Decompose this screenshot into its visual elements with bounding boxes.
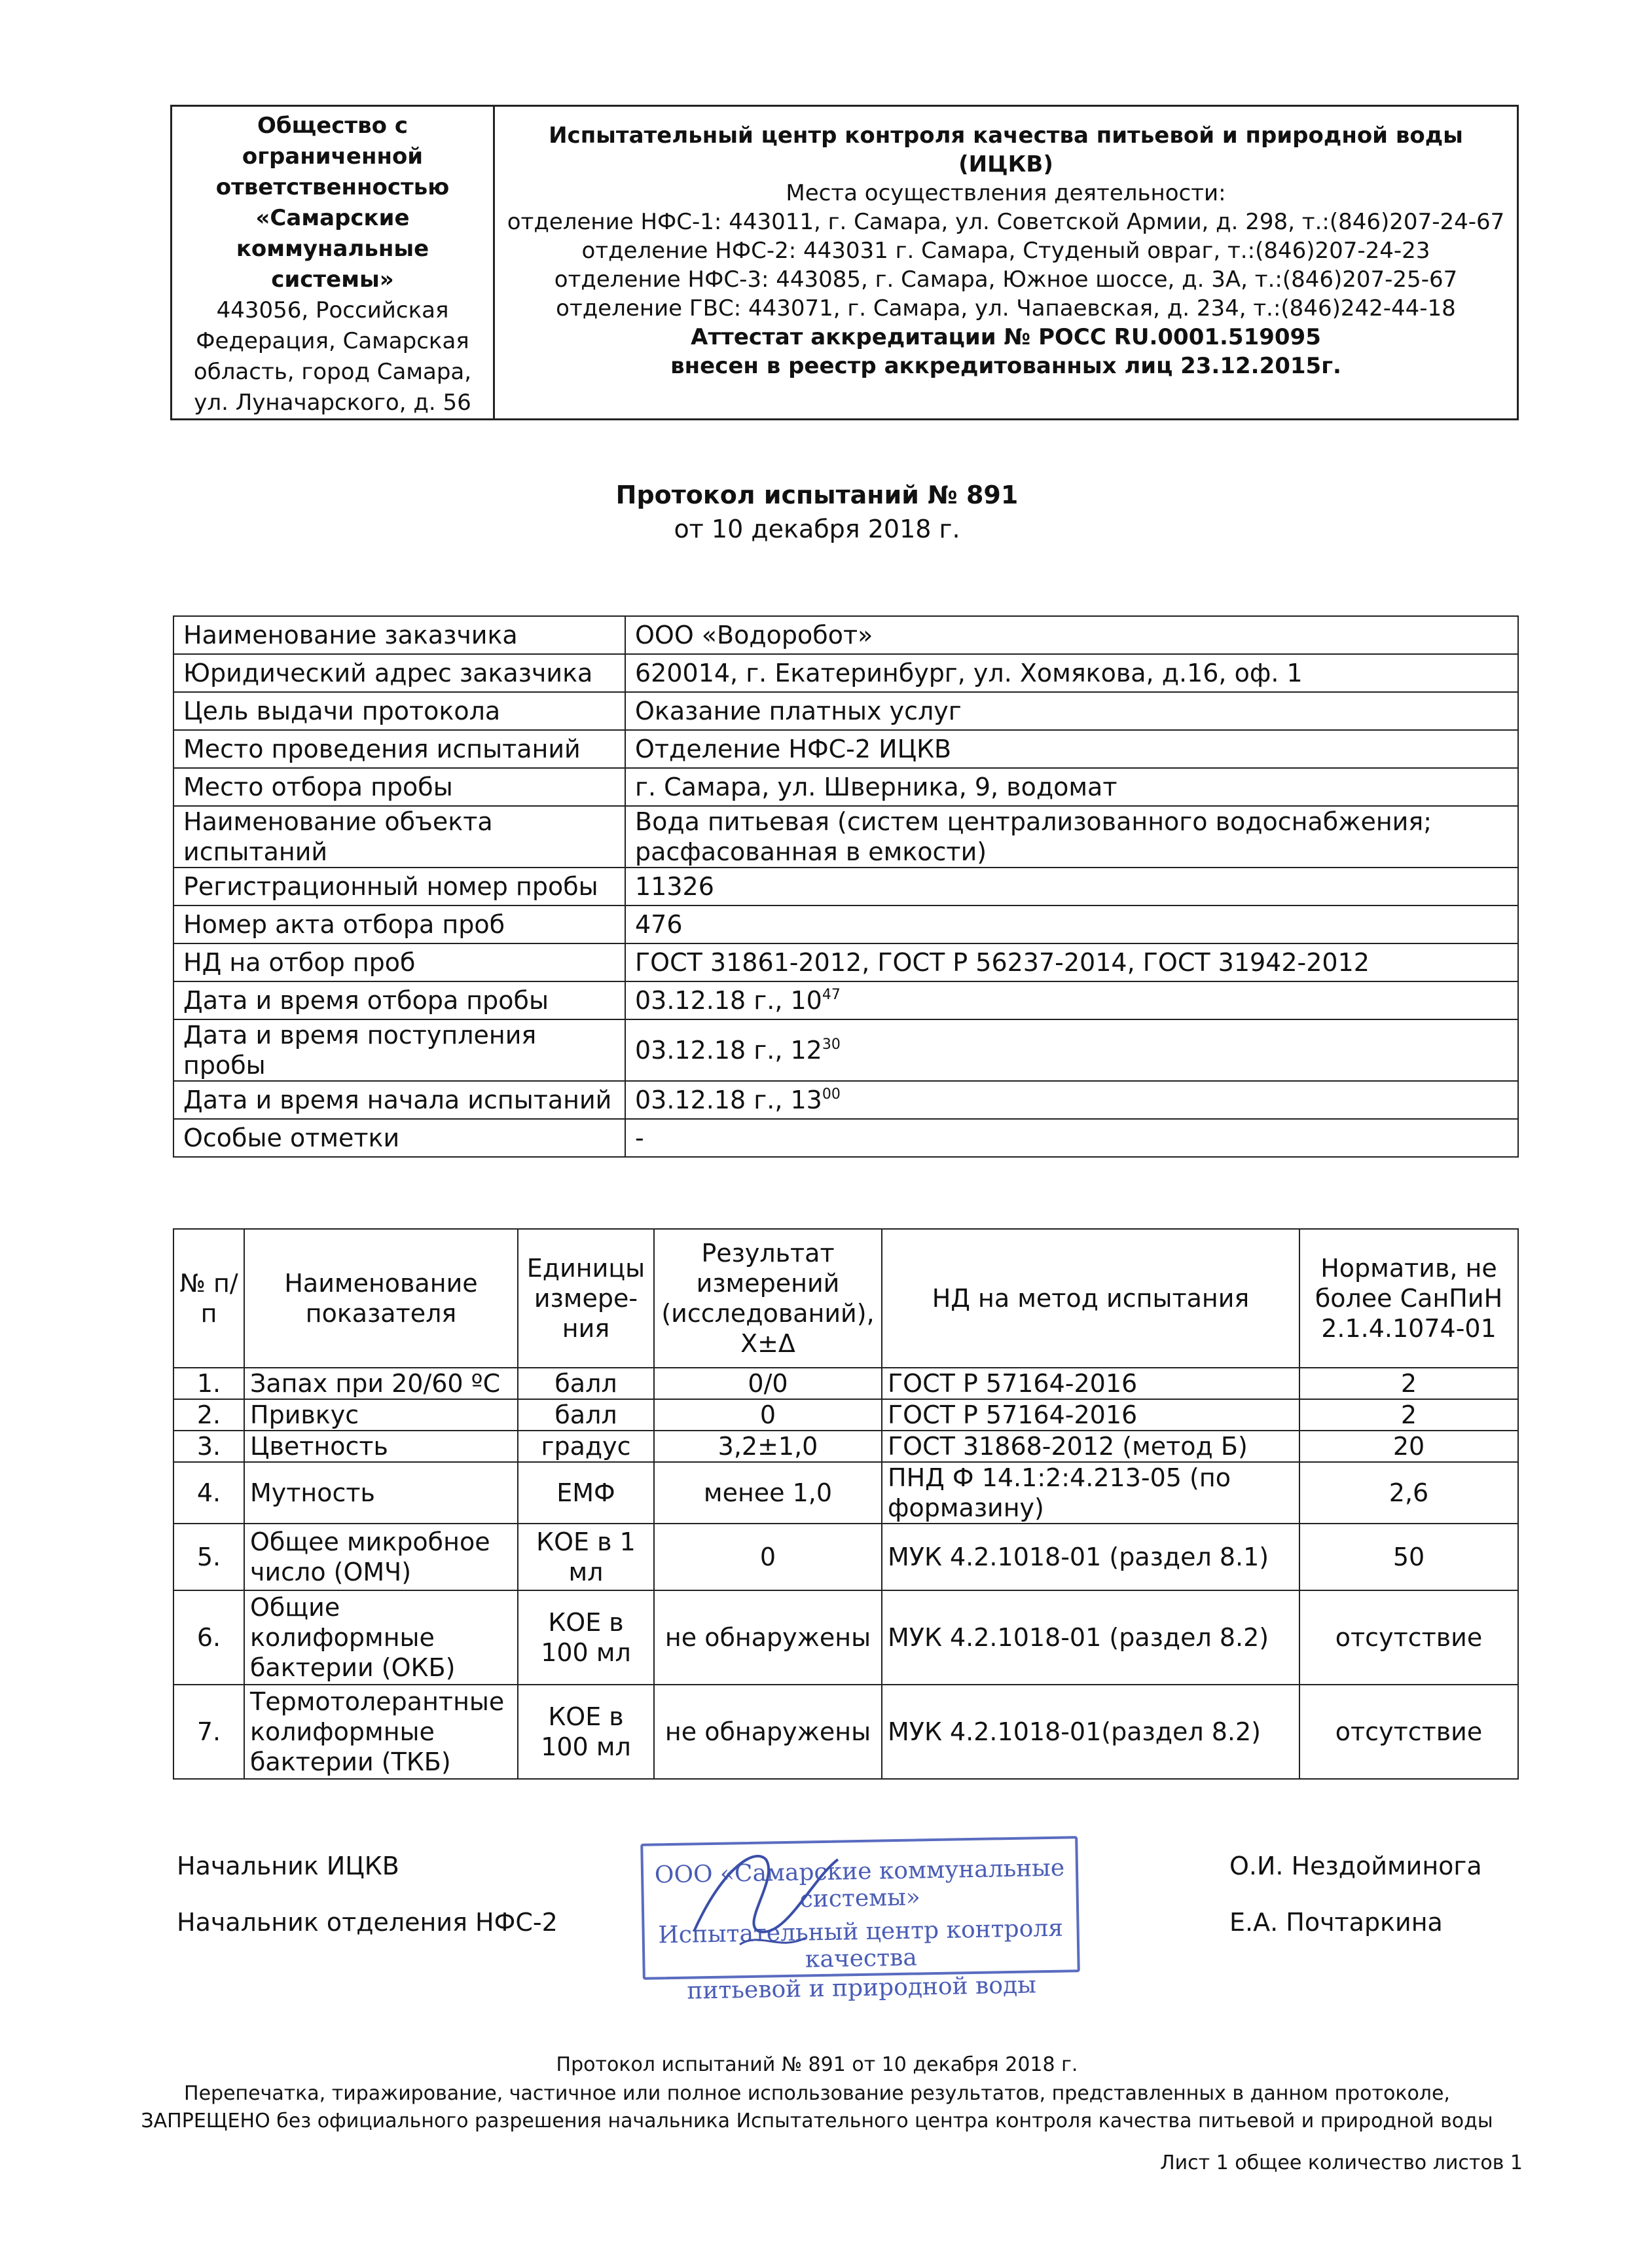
results-header-row [173,1229,1518,1368]
unit: КОЕ в 100 мл [518,1590,654,1685]
info-row [173,768,1518,806]
info-row [173,981,1518,1019]
info-value-text: Вода питьевая (систем централизованного водоснабжения; расфасованная в емкости) [635,807,1432,866]
result-value: не обнаружены [654,1590,882,1685]
protocol-title: Протокол испытаний № 891 [615,481,1019,509]
info-label: Цель выдачи протокола [173,692,625,730]
department-line: отделение ГВС: 443071, г. Самара, ул. Чапаевская, д. 234, т.:(846)242-44-18 [556,295,1456,321]
info-value [625,868,1518,905]
accreditation-line: Аттестат аккредитации № РОСС RU.0001.519095 [691,324,1321,350]
info-value-text: - [635,1124,644,1152]
stamp-line: питьевой и природной воды [687,1971,1037,2005]
info-value [625,1119,1518,1157]
col-header-norm: Норматив, не более СанПиН 2.1.4.1074-01 [1299,1229,1518,1368]
places-label: Места осуществления деятельности: [786,180,1226,206]
result-value: 0 [654,1399,882,1431]
sheet-count: Лист 1 общее количество листов 1 [1160,2151,1523,2174]
info-row [173,1081,1518,1119]
info-value-text: Отделение НФС-2 ИЦКВ [635,735,952,763]
dept-head-name: Е.А. Почтаркина [1229,1908,1443,1937]
stamp-line: Испытательный центр контроля качества [658,1914,1064,1973]
time-minutes: 47 [822,987,841,1003]
method-standard: ГОСТ 31868-2012 (метод Б) [882,1431,1299,1462]
row-number: 5. [173,1524,244,1590]
info-value-text: 03.12.18 г., 13 [635,1086,822,1114]
info-row [173,1119,1518,1157]
info-value [625,768,1518,806]
info-row [173,730,1518,768]
info-row [173,943,1518,981]
row-number: 6. [173,1590,244,1685]
department-line: отделение НФС-3: 443085, г. Самара, Южное шоссе, д. 3А, т.:(846)207-25-67 [554,266,1458,293]
unit: КОЕ в 100 мл [518,1685,654,1779]
result-value: 3,2±1,0 [654,1431,882,1462]
method-standard: ПНД Ф 14.1:2:4.213-05 (по формазину) [882,1462,1299,1524]
row-number: 7. [173,1685,244,1779]
norm-value: отсутствие [1299,1685,1518,1779]
organization-name: Общество с ограниченной ответственностью «Самарские коммунальные системы» [215,113,450,293]
row-number: 1. [173,1368,244,1399]
info-row [173,806,1518,868]
info-value [625,730,1518,768]
head-name: О.И. Нездойминога [1229,1852,1482,1880]
info-row [173,654,1518,692]
dept-head-title: Начальник отделения НФС-2 [177,1908,558,1937]
indicator-name: Мутность [244,1462,518,1524]
info-label: Юридический адрес заказчика [173,654,625,692]
info-value-text: ООО «Водоробот» [635,621,873,649]
info-value [625,981,1518,1019]
result-value: 0 [654,1524,882,1590]
indicator-name: Общие колиформные бактерии (ОКБ) [244,1590,518,1685]
indicator-name: Общее микробное число (ОМЧ) [244,1524,518,1590]
info-value-text: 620014, г. Екатеринбург, ул. Хомякова, д.16, оф. 1 [635,659,1303,687]
info-value-text: ГОСТ 31861-2012, ГОСТ Р 56237-2014, ГОСТ 31942-2012 [635,948,1370,977]
info-value [625,806,1518,868]
info-value-text: 11326 [635,872,714,901]
info-label: Особые отметки [173,1119,625,1157]
footer-protocol-ref: Протокол испытаний № 891 от 10 декабря 2018 г. [556,2053,1078,2076]
testing-center-title: Испытательный центр контроля качества питьевой и природной воды (ИЦКВ) [549,122,1463,177]
norm-value: отсутствие [1299,1590,1518,1685]
info-value [625,1081,1518,1119]
head-title: Начальник ИЦКВ [177,1852,399,1880]
info-value [625,616,1518,654]
organization-cell [172,106,494,420]
info-label: НД на отбор проб [173,943,625,981]
method-standard: МУК 4.2.1018-01 (раздел 8.2) [882,1590,1299,1685]
indicator-name: Привкус [244,1399,518,1431]
info-label: Наименование объекта испытаний [173,806,625,868]
info-row [173,905,1518,943]
row-number: 2. [173,1399,244,1431]
norm-value: 20 [1299,1431,1518,1462]
organization-address: 443056, Российская Федерация, Самарская область, город Самара, ул. Луначарского, д. 56 [193,297,472,416]
footer-notice-line: Перепечатка, тиражирование, частичное или полное использование результатов, представленных в данном протоколе, [184,2082,1450,2105]
info-row [173,868,1518,905]
results-table [173,1228,1519,1780]
norm-value: 50 [1299,1524,1518,1590]
department-line: отделение НФС-1: 443011, г. Самара, ул. Советской Армии, д. 298, т.:(846)207-24-67 [507,209,1505,235]
indicator-name: Запах при 20/60 ºС [244,1368,518,1399]
footer-notice-line: ЗАПРЕЩЕНО без официального разрешения начальника Испытательного центра контроля качества питьевой и природной воды [141,2110,1493,2132]
norm-value: 2 [1299,1399,1518,1431]
info-value [625,1019,1518,1081]
info-value-text: 476 [635,910,683,939]
info-label: Дата и время отбора пробы [173,981,625,1019]
info-label: Наименование заказчика [173,616,625,654]
col-header-method: НД на метод испытания [882,1229,1299,1368]
registry-line: внесен в реестр аккредитованных лиц 23.12.2015г. [670,353,1341,379]
info-value [625,943,1518,981]
header-table [170,105,1519,420]
info-value-text: 03.12.18 г., 12 [635,1036,822,1065]
result-row [173,1462,1518,1524]
row-number: 4. [173,1462,244,1524]
time-minutes: 00 [822,1086,841,1103]
info-row [173,616,1518,654]
result-row [173,1399,1518,1431]
method-standard: МУК 4.2.1018-01(раздел 8.2) [882,1685,1299,1779]
info-value-text: 03.12.18 г., 10 [635,986,822,1015]
unit: балл [518,1368,654,1399]
method-standard: ГОСТ Р 57164-2016 [882,1368,1299,1399]
info-value [625,692,1518,730]
info-value-text: г. Самара, ул. Шверника, 9, водомат [635,773,1117,801]
result-value: менее 1,0 [654,1462,882,1524]
time-minutes: 30 [822,1036,841,1053]
signature-scribble [681,1833,851,1964]
info-label: Дата и время начала испытаний [173,1081,625,1119]
method-standard: МУК 4.2.1018-01 (раздел 8.1) [882,1524,1299,1590]
col-header-result: Результат измерений (исследований), Х±Δ [654,1229,882,1368]
norm-value: 2,6 [1299,1462,1518,1524]
info-label: Регистрационный номер пробы [173,868,625,905]
info-label: Дата и время поступления пробы [173,1019,625,1081]
col-header-number: № п/п [173,1229,244,1368]
col-header-indicator: Наименование показателя [244,1229,518,1368]
norm-value: 2 [1299,1368,1518,1399]
unit: ЕМФ [518,1462,654,1524]
protocol-date: от 10 декабря 2018 г. [674,515,960,543]
info-row [173,692,1518,730]
result-row [173,1590,1518,1685]
unit: градус [518,1431,654,1462]
info-label: Место проведения испытаний [173,730,625,768]
indicator-name: Цветность [244,1431,518,1462]
info-value-text: Оказание платных услуг [635,697,962,725]
result-row [173,1431,1518,1462]
result-row [173,1524,1518,1590]
method-standard: ГОСТ Р 57164-2016 [882,1399,1299,1431]
result-value: не обнаружены [654,1685,882,1779]
result-row [173,1685,1518,1779]
sample-info-table [173,615,1519,1158]
result-value: 0/0 [654,1368,882,1399]
result-row [173,1368,1518,1399]
stamp-line: ООО «Самарские коммунальные системы» [654,1854,1065,1913]
testing-center-cell [494,106,1518,420]
info-value [625,905,1518,943]
unit: балл [518,1399,654,1431]
department-line: отделение НФС-2: 443031 г. Самара, Студеный овраг, т.:(846)207-24-23 [581,238,1430,264]
unit: КОЕ в 1 мл [518,1524,654,1590]
indicator-name: Термотолерантные колиформные бактерии (ТКБ) [244,1685,518,1779]
info-row [173,1019,1518,1081]
row-number: 3. [173,1431,244,1462]
info-label: Номер акта отбора проб [173,905,625,943]
info-value [625,654,1518,692]
info-label: Место отбора пробы [173,768,625,806]
col-header-units: Единицы измере-ния [518,1229,654,1368]
